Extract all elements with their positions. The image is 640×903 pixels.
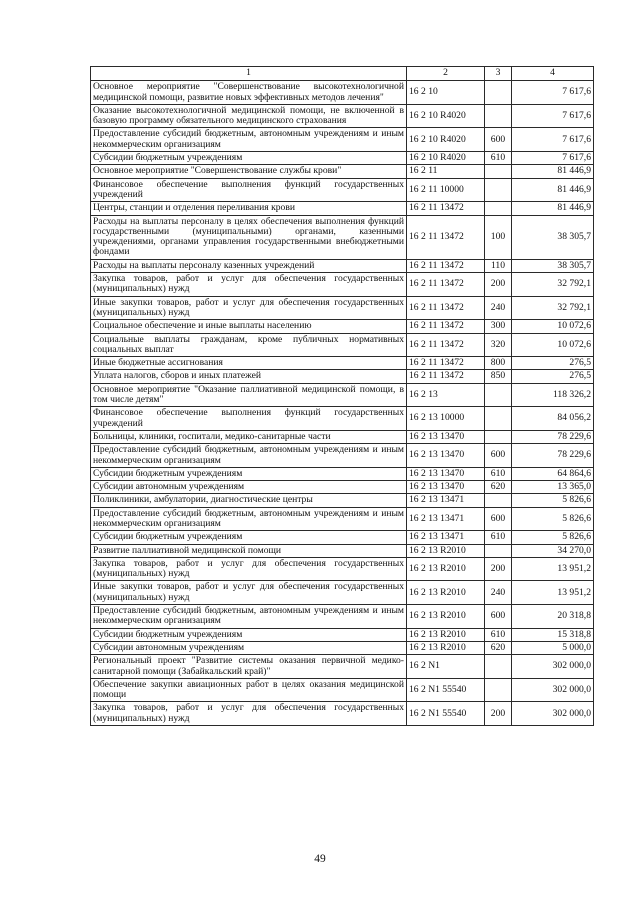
row-amount-cell: 15 318,8 (512, 628, 594, 641)
row-code-cell: 16 2 13 10000 (407, 407, 485, 431)
row-name-cell: Субсидии автономным учреждениям (91, 641, 407, 654)
table-row (91, 215, 594, 259)
row-amount-cell: 13 951,2 (512, 581, 594, 605)
row-amount-cell: 13 365,0 (512, 481, 594, 494)
row-code-cell: 16 2 11 13472 (407, 333, 485, 357)
row-code-cell: 16 2 13 13470 (407, 444, 485, 468)
table-row (91, 273, 594, 297)
row-name-cell: Иные закупки товаров, работ и услуг для обеспечения государственных (муниципальных) нужд (91, 296, 407, 320)
table-row (91, 320, 594, 333)
row-expense-type-cell: 620 (485, 641, 512, 654)
row-expense-type-cell: 610 (485, 152, 512, 165)
row-code-cell: 16 2 10 R4020 (407, 152, 485, 165)
row-code-cell: 16 2 11 13472 (407, 370, 485, 383)
table-row (91, 128, 594, 152)
row-name-cell: Региональный проект "Развитие системы оказания первичной медико-санитарной помощи (Забайкальский край)" (91, 655, 407, 679)
row-amount-cell: 7 617,6 (512, 81, 594, 105)
row-amount-cell: 84 056,2 (512, 407, 594, 431)
row-expense-type-cell (485, 81, 512, 105)
row-amount-cell: 38 305,7 (512, 215, 594, 259)
row-expense-type-cell: 610 (485, 628, 512, 641)
header-col-3: 3 (485, 67, 512, 81)
row-expense-type-cell: 320 (485, 333, 512, 357)
row-expense-type-cell: 110 (485, 259, 512, 272)
row-amount-cell: 32 792,1 (512, 296, 594, 320)
table-row (91, 259, 594, 272)
row-name-cell: Основное мероприятие "Оказание паллиативной медицинской помощи, в том числе детям" (91, 383, 407, 407)
row-expense-type-cell (485, 202, 512, 215)
row-expense-type-cell (485, 678, 512, 702)
row-amount-cell: 13 951,2 (512, 557, 594, 581)
table-row (91, 702, 594, 726)
row-name-cell: Финансовое обеспечение выполнения функций государственных учреждений (91, 178, 407, 202)
table-row (91, 467, 594, 480)
table-row (91, 202, 594, 215)
row-expense-type-cell: 600 (485, 507, 512, 531)
row-amount-cell: 302 000,0 (512, 702, 594, 726)
row-code-cell: 16 2 11 13472 (407, 215, 485, 259)
table-row (91, 581, 594, 605)
row-expense-type-cell: 610 (485, 531, 512, 544)
table-row (91, 296, 594, 320)
row-amount-cell: 302 000,0 (512, 655, 594, 679)
row-name-cell: Социальные выплаты гражданам, кроме публичных нормативных социальных выплат (91, 333, 407, 357)
row-amount-cell: 81 446,9 (512, 178, 594, 202)
row-name-cell: Закупка товаров, работ и услуг для обеспечения государственных (муниципальных) нужд (91, 273, 407, 297)
row-code-cell: 16 2 11 13472 (407, 320, 485, 333)
row-expense-type-cell: 610 (485, 467, 512, 480)
table-row (91, 81, 594, 105)
row-name-cell: Больницы, клиники, госпитали, медико-санитарные части (91, 430, 407, 443)
row-amount-cell: 34 270,0 (512, 544, 594, 557)
row-name-cell: Предоставление субсидий бюджетным, автономным учреждениям и иным некоммерческим организациям (91, 507, 407, 531)
row-amount-cell: 64 864,6 (512, 467, 594, 480)
row-expense-type-cell: 600 (485, 444, 512, 468)
row-expense-type-cell (485, 165, 512, 178)
row-code-cell: 16 2 13 R2010 (407, 557, 485, 581)
row-expense-type-cell: 240 (485, 296, 512, 320)
row-code-cell: 16 2 13 13470 (407, 467, 485, 480)
row-code-cell: 16 2 11 13472 (407, 296, 485, 320)
table-body (91, 81, 594, 726)
row-code-cell: 16 2 10 (407, 81, 485, 105)
table-row (91, 165, 594, 178)
row-code-cell: 16 2 13 R2010 (407, 544, 485, 557)
row-name-cell: Поликлиники, амбулатории, диагностические центры (91, 494, 407, 507)
row-expense-type-cell: 200 (485, 702, 512, 726)
row-expense-type-cell: 620 (485, 481, 512, 494)
row-name-cell: Расходы на выплаты персоналу в целях обеспечения выполнения функций государственными (муниципальными) органами, казенными учреждениями, органами управления государственными внебюджетными фондами (91, 215, 407, 259)
row-name-cell: Обеспечение закупки авиационных работ в целях оказания медицинской помощи (91, 678, 407, 702)
row-name-cell: Социальное обеспечение и иные выплаты населению (91, 320, 407, 333)
row-name-cell: Предоставление субсидий бюджетным, автономным учреждениям и иным некоммерческим организациям (91, 605, 407, 629)
row-code-cell: 16 2 10 R4020 (407, 104, 485, 128)
table-row (91, 152, 594, 165)
table-row (91, 557, 594, 581)
row-amount-cell: 38 305,7 (512, 259, 594, 272)
row-amount-cell: 5 000,0 (512, 641, 594, 654)
row-expense-type-cell (485, 383, 512, 407)
row-name-cell: Закупка товаров, работ и услуг для обеспечения государственных (муниципальных) нужд (91, 557, 407, 581)
row-amount-cell: 10 072,6 (512, 333, 594, 357)
row-expense-type-cell (485, 407, 512, 431)
row-amount-cell: 78 229,6 (512, 444, 594, 468)
row-code-cell: 16 2 11 10000 (407, 178, 485, 202)
row-code-cell: 16 2 13 R2010 (407, 628, 485, 641)
table-row (91, 628, 594, 641)
table-row (91, 407, 594, 431)
row-code-cell: 16 2 13 13470 (407, 481, 485, 494)
table-row (91, 430, 594, 443)
row-code-cell: 16 2 10 R4020 (407, 128, 485, 152)
row-amount-cell: 78 229,6 (512, 430, 594, 443)
row-code-cell: 16 2 N1 55540 (407, 678, 485, 702)
row-expense-type-cell (485, 104, 512, 128)
table-row (91, 655, 594, 679)
row-code-cell: 16 2 N1 55540 (407, 702, 485, 726)
row-name-cell: Субсидии автономным учреждениям (91, 481, 407, 494)
row-name-cell: Субсидии бюджетным учреждениям (91, 531, 407, 544)
page-number: 49 (314, 853, 326, 865)
table-row (91, 605, 594, 629)
row-code-cell: 16 2 13 R2010 (407, 581, 485, 605)
row-name-cell: Финансовое обеспечение выполнения функций государственных учреждений (91, 407, 407, 431)
row-amount-cell: 7 617,6 (512, 128, 594, 152)
table-row (91, 178, 594, 202)
row-expense-type-cell: 600 (485, 605, 512, 629)
row-expense-type-cell: 600 (485, 128, 512, 152)
row-code-cell: 16 2 11 (407, 165, 485, 178)
row-code-cell: 16 2 11 13472 (407, 357, 485, 370)
row-name-cell: Центры, станции и отделения переливания крови (91, 202, 407, 215)
table-row (91, 383, 594, 407)
row-code-cell: 16 2 11 13472 (407, 202, 485, 215)
row-amount-cell: 276,5 (512, 370, 594, 383)
row-code-cell: 16 2 13 13471 (407, 494, 485, 507)
table-row (91, 370, 594, 383)
row-name-cell: Оказание высокотехнологичной медицинской помощи, не включенной в базовую программу обязательного медицинского страхования (91, 104, 407, 128)
row-expense-type-cell (485, 430, 512, 443)
row-expense-type-cell (485, 178, 512, 202)
row-amount-cell: 118 326,2 (512, 383, 594, 407)
row-amount-cell: 10 072,6 (512, 320, 594, 333)
row-expense-type-cell: 300 (485, 320, 512, 333)
table-row (91, 104, 594, 128)
row-name-cell: Иные закупки товаров, работ и услуг для обеспечения государственных (муниципальных) нужд (91, 581, 407, 605)
row-expense-type-cell: 100 (485, 215, 512, 259)
row-expense-type-cell (485, 494, 512, 507)
header-col-4: 4 (512, 67, 594, 81)
row-name-cell: Субсидии бюджетным учреждениям (91, 628, 407, 641)
header-col-1: 1 (91, 67, 407, 81)
table-row (91, 507, 594, 531)
row-code-cell: 16 2 11 13472 (407, 273, 485, 297)
row-amount-cell: 81 446,9 (512, 202, 594, 215)
table-row (91, 494, 594, 507)
row-amount-cell: 5 826,6 (512, 531, 594, 544)
row-name-cell: Уплата налогов, сборов и иных платежей (91, 370, 407, 383)
row-code-cell: 16 2 13 (407, 383, 485, 407)
row-expense-type-cell (485, 544, 512, 557)
row-name-cell: Предоставление субсидий бюджетным, автономным учреждениям и иным некоммерческим организациям (91, 128, 407, 152)
row-name-cell: Основное мероприятие "Совершенствование службы крови" (91, 165, 407, 178)
table-row (91, 444, 594, 468)
row-name-cell: Расходы на выплаты персоналу казенных учреждений (91, 259, 407, 272)
row-code-cell: 16 2 N1 (407, 655, 485, 679)
table-row (91, 531, 594, 544)
row-code-cell: 16 2 13 13471 (407, 531, 485, 544)
row-expense-type-cell: 240 (485, 581, 512, 605)
row-name-cell: Субсидии бюджетным учреждениям (91, 152, 407, 165)
row-expense-type-cell: 800 (485, 357, 512, 370)
row-expense-type-cell: 200 (485, 273, 512, 297)
table-row (91, 641, 594, 654)
row-amount-cell: 81 446,9 (512, 165, 594, 178)
row-expense-type-cell: 200 (485, 557, 512, 581)
row-amount-cell: 7 617,6 (512, 152, 594, 165)
budget-table (90, 66, 594, 726)
header-col-2: 2 (407, 67, 485, 81)
table-row (91, 544, 594, 557)
row-amount-cell: 302 000,0 (512, 678, 594, 702)
row-code-cell: 16 2 13 R2010 (407, 605, 485, 629)
table-header-row (91, 67, 594, 81)
row-code-cell: 16 2 13 R2010 (407, 641, 485, 654)
table-row (91, 333, 594, 357)
row-amount-cell: 5 826,6 (512, 507, 594, 531)
row-code-cell: 16 2 11 13472 (407, 259, 485, 272)
table-row (91, 481, 594, 494)
row-name-cell: Иные бюджетные ассигнования (91, 357, 407, 370)
row-expense-type-cell: 850 (485, 370, 512, 383)
row-expense-type-cell (485, 655, 512, 679)
row-code-cell: 16 2 13 13470 (407, 430, 485, 443)
row-name-cell: Закупка товаров, работ и услуг для обеспечения государственных (муниципальных) нужд (91, 702, 407, 726)
row-name-cell: Основное мероприятие "Совершенствование высокотехнологичной медицинской помощи, развитие новых эффективных методов лечения" (91, 81, 407, 105)
row-amount-cell: 7 617,6 (512, 104, 594, 128)
table-row (91, 357, 594, 370)
row-name-cell: Предоставление субсидий бюджетным, автономным учреждениям и иным некоммерческим организациям (91, 444, 407, 468)
row-amount-cell: 32 792,1 (512, 273, 594, 297)
row-name-cell: Субсидии бюджетным учреждениям (91, 467, 407, 480)
row-amount-cell: 5 826,6 (512, 494, 594, 507)
row-name-cell: Развитие паллиативной медицинской помощи (91, 544, 407, 557)
row-amount-cell: 20 318,8 (512, 605, 594, 629)
row-amount-cell: 276,5 (512, 357, 594, 370)
row-code-cell: 16 2 13 13471 (407, 507, 485, 531)
table-row (91, 678, 594, 702)
